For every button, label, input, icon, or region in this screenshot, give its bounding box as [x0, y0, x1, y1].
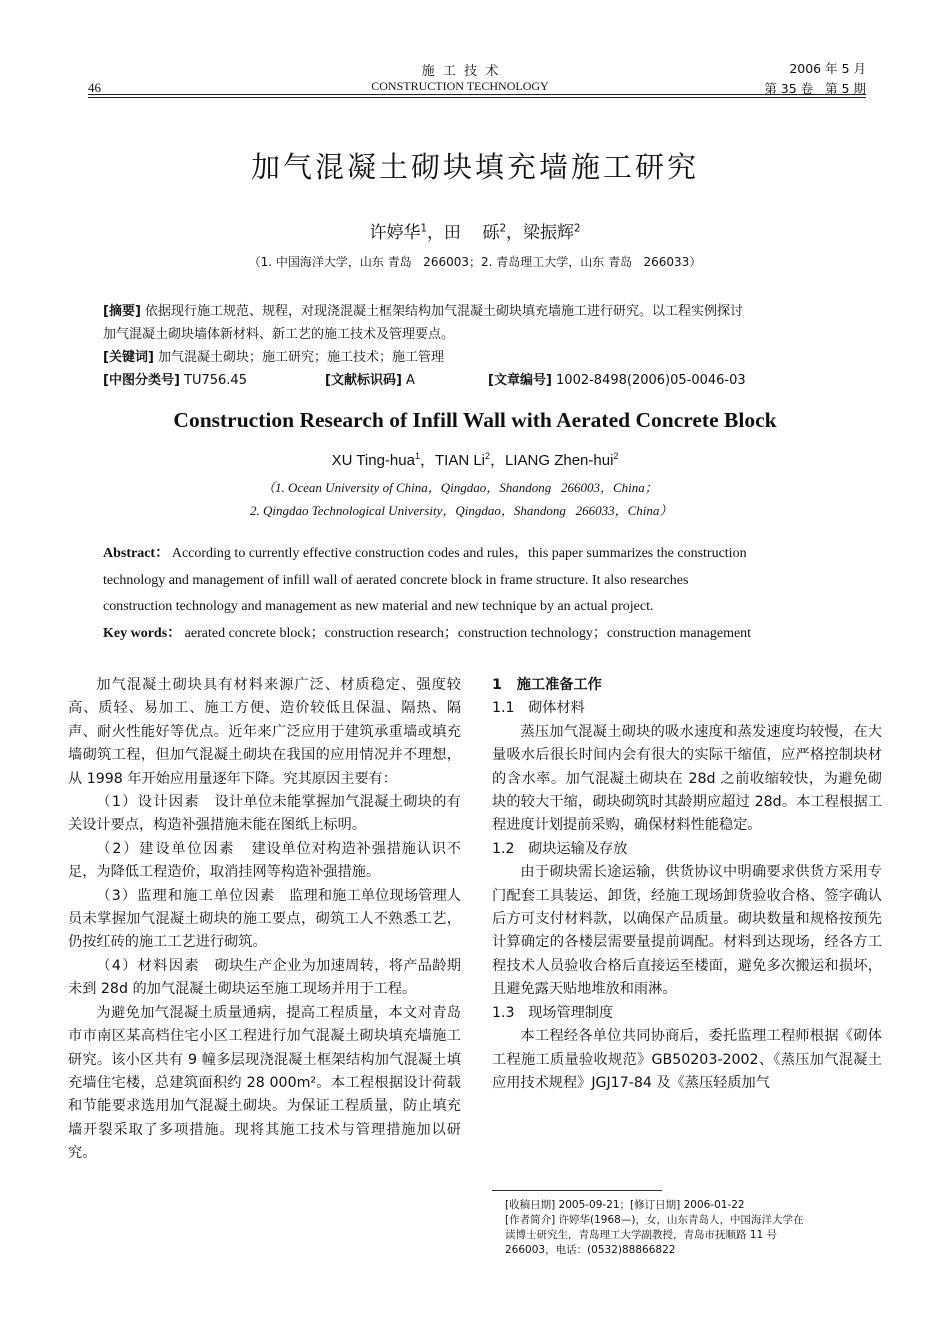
keywords-cn-label: [关键词] [103, 350, 154, 365]
abstract-en-line1 [103, 541, 843, 568]
footnote-author-1: [作者简介] 许婷华(1968—)，女，山东青岛人，中国海洋大学在 [505, 1214, 804, 1226]
footnote-author-3: 266003，电话：(0532)88866822 [505, 1244, 676, 1256]
keywords-en [103, 621, 843, 648]
article-no [488, 369, 746, 392]
title-en: Construction Research of Infill Wall with Aerated Concrete Block [173, 408, 777, 432]
factor-material [68, 955, 461, 1002]
keywords-en-text: aerated concrete block；construction research；construction technology；construction management [184, 625, 752, 641]
section-1-2-text: 由于砌块需长途运输，供货协议中明确要求供货方采用专门配套工具装运、卸货，经施工现场卸货验收合格、签字确认后方可支付材料款，以确保产品质量。砌块数量和规格按预先计算确定的各楼层需要量提前调配。材料到达现场，经各方工程技术人员验收合格后直接运至楼面，避免多次搬运和损坏，且避免露天贴地堆放和雨淋。 [492, 864, 882, 998]
keywords-cn [103, 346, 848, 369]
factor-supervision-text: 监理和施工单位现场管理人员未掌握加气混凝土砌块的施工要点，砌筑工人不熟悉工艺，仍按红砖的施工工艺进行砌筑。 [68, 887, 461, 951]
issue-date: 2006 年 5 月 [789, 61, 866, 76]
clc [103, 369, 247, 392]
article-no-value: 1002-8498(2006)05-0046-03 [556, 373, 746, 388]
author-en-2-affil: 2 [485, 451, 491, 461]
doc-code-label: [文献标识码] [325, 373, 402, 388]
doc-code-value: A [406, 373, 415, 388]
author-2-affil: 2 [499, 223, 507, 235]
footnote-dates: [收稿日期] 2005-09-21；[修订日期] 2006-01-22 [505, 1199, 745, 1211]
author-en-1-affil: 1 [414, 451, 420, 461]
section-1-1-heading: 1.1 砌体材料 [492, 700, 585, 717]
author-3: ，梁振辉 [506, 223, 575, 243]
header-rule-top [88, 94, 866, 95]
author-1: 许婷华 [369, 223, 421, 243]
author-en-1: XU Ting-hua [331, 452, 415, 469]
author-en-3-affil: 2 [613, 451, 619, 461]
footnote-author-2: 读博士研究生，青岛理工大学副教授，青岛市抚顺路 11 号 [505, 1229, 778, 1241]
clc-value: TU756.45 [184, 373, 247, 388]
right-column [492, 674, 882, 1095]
abstract-en-text2: technology and management of infill wall of aerated concrete block in frame structure. It also researches [103, 572, 689, 588]
header-rule-bottom [88, 97, 866, 98]
factor-design-label: （1）设计因素 [96, 794, 200, 811]
abstract-cn-label: [摘要] [103, 304, 141, 319]
author-3-affil: 2 [574, 223, 581, 235]
journal-name-cn: 施 工 技 术 [421, 64, 499, 79]
abstract-cn-text1: 依据现行施工规范、规程，对现浇混凝土框架结构加气混凝土砌块填充墙施工进行研究。以工程实例探讨 [145, 304, 744, 319]
footnote-rule [492, 1190, 662, 1191]
section-1-3-text: 本工程经各单位共同协商后，委托监理工程师根据《砌体工程施工质量验收规范》GB50203-2002、《蒸压加气混凝土应用技术规程》JGJ17-84 及《蒸压轻质加气 [492, 1028, 882, 1091]
factor-design-text: 设计单位未能掌握加气混凝土砌块的有关设计要点，构造补强措施未能在图纸上标明。 [68, 794, 461, 834]
title-cn: 加气混凝土砌块填充墙施工研究 [250, 150, 699, 184]
doc-code [325, 369, 415, 392]
intro-paragraph: 加气混凝土砌块具有材料来源广泛、材质稳定、强度较高、质轻、易加工、施工方便、造价较低且保温、隔热、隔声、耐火性能好等优点。近年来广泛应用于建筑承重墙或填充墙砌筑工程，但加气混凝土砌块在我国的应用情况并不理想，从 1998 年开始应用量逐年下降。究其原因主要有： [68, 677, 461, 787]
factor-owner-text: 建设单位对构造补强措施认识不足，为降低工程造价，取消挂网等构造补强措施。 [68, 840, 461, 881]
clc-label: [中图分类号] [103, 373, 180, 388]
factor-supervision-label: （3）监理和施工单位因素 [96, 887, 276, 904]
left-column [68, 674, 461, 1166]
footnote [505, 1198, 880, 1258]
affiliation-cn: （1. 中国海洋大学，山东 青岛 266003；2. 青岛理工大学，山东 青岛 266033） [248, 255, 702, 269]
project-paragraph: 为避免加气混凝土质量通病，提高工程质量，本文对青岛市市南区某高档住宅小区工程进行加气混凝土砌块填充墙施工研究。该小区共有 9 幢多层现浇混凝土框架结构加气混凝土填充墙住宅楼，总建筑面积约 28 000m²。本工程根据设计荷载和节能要求选用加气混凝土砌块。为保证工程质量，防止填充墙开裂采取了多项措施。现将其施工技术与管理措施加以研究。 [68, 1004, 461, 1162]
author-en-3: ，LIANG Zhen-hui [490, 452, 614, 469]
abstract-en-label: Abstract： [103, 546, 170, 561]
authors-en [0, 449, 950, 470]
abstract-en-text3: construction technology and management as new material and new technique by an actual project. [103, 599, 654, 614]
factor-material-label: （4）材料因素 [96, 957, 200, 974]
journal-name-en: CONSTRUCTION TECHNOLOGY [371, 79, 549, 93]
section-1-1-text: 蒸压加气混凝土砌块的吸水速度和蒸发速度均较慢，在大量吸水后很长时间内会有很大的实际干缩值，应严格控制块材的含水率。加气混凝土砌块在 28d 之前收缩较快，为避免砌块的较大干缩，砌块砌筑时其龄期应超过 28d。本工程根据工程进度计划提前采购，确保材料性能稳定。 [492, 723, 882, 834]
abstract-cn-text2: 加气混凝土砌块墙体新材料、新工艺的施工技术及管理要点。 [103, 327, 455, 342]
author-en-2: ，TIAN Li [419, 452, 485, 469]
issue-volume: 第 35 卷 第 5 期 [764, 81, 866, 96]
section-1-2-heading: 1.2 砌块运输及存放 [492, 840, 628, 857]
section-1-heading: 1 施工准备工作 [492, 677, 602, 693]
affiliation-en-2: 2. Qingdao Technological University，Qingdao，Shandong 266033，China） [250, 503, 673, 518]
section-1-3-heading: 1.3 现场管理制度 [492, 1004, 614, 1021]
factor-supervision [68, 885, 461, 955]
article-no-label: [文章编号] [488, 373, 552, 388]
factor-design [68, 791, 461, 838]
classification-row [103, 369, 848, 392]
author-1-affil: 1 [420, 223, 427, 235]
factor-material-text: 砌块生产企业为加速周转，将产品龄期未到 28d 的加气混凝土砌块运至施工现场并用于工程。 [68, 957, 461, 998]
affiliation-en-1: （1. Ocean University of China，Qingdao，Shandong 266003，China； [262, 480, 658, 495]
page-number: 46 [88, 80, 101, 95]
author-2: ，田 砾 [426, 223, 500, 243]
keywords-en-label: Key words： [103, 625, 182, 641]
abstract-cn [103, 300, 848, 392]
abstract-cn-line1 [103, 300, 848, 323]
authors-cn [0, 218, 950, 243]
abstract-en-text1: According to currently effective construction codes and rules，this paper summarizes the construction [171, 546, 747, 561]
factor-owner-label: （2）建设单位因素 [96, 840, 236, 857]
keywords-cn-text: 加气混凝土砌块；施工研究；施工技术；施工管理 [158, 350, 445, 365]
running-header [0, 0, 950, 100]
abstract-en [103, 541, 843, 647]
factor-owner [68, 838, 461, 885]
